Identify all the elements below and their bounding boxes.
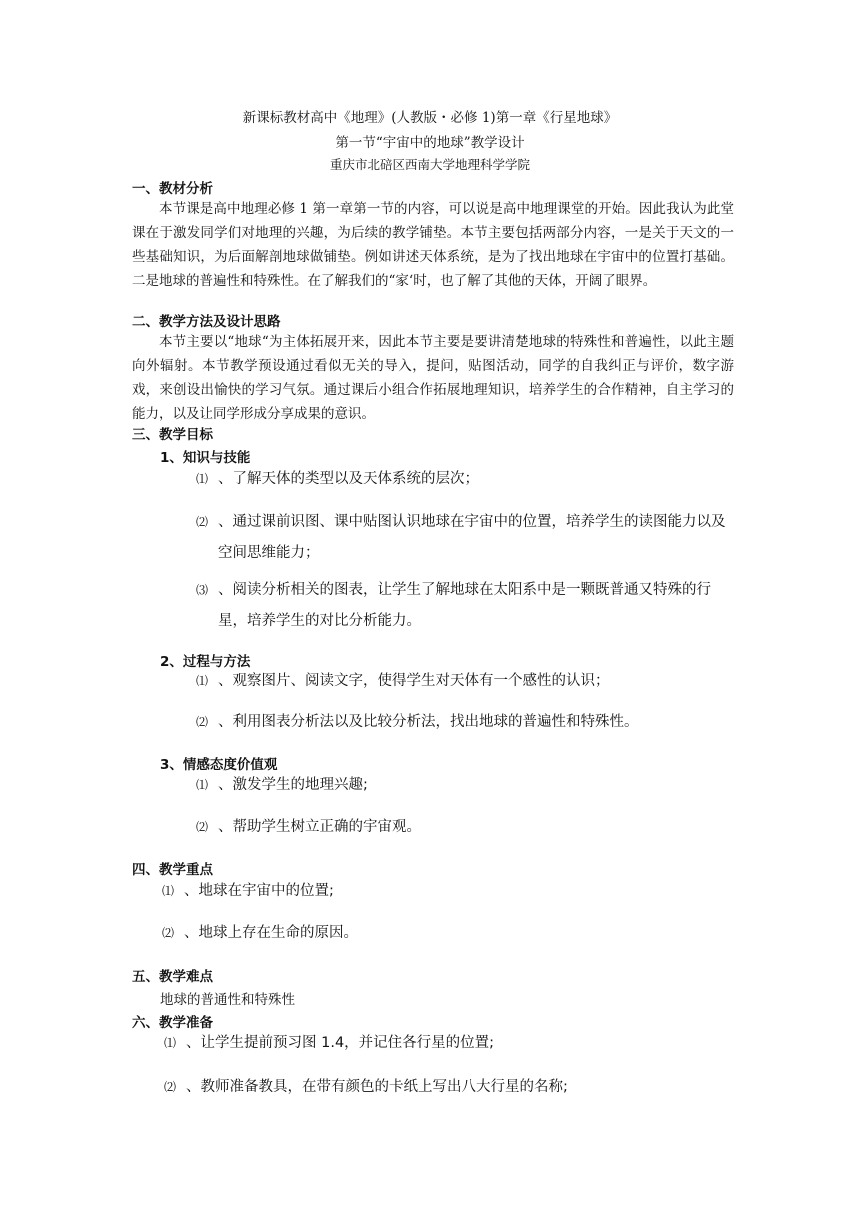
document-subtitle: 第一节“宇宙中的地球”教学设计 [335, 135, 525, 151]
list-item [196, 464, 736, 495]
section-heading-difficulties: 五、教学难点 [132, 969, 213, 985]
list-item [196, 812, 736, 843]
paragraph-text: 本节主要以“地球“为主体拓展开来，因此本节主要是要讲清楚地球的特殊性和普遍性，以此主题向外辐射。本节教学预设通过看似无关的导入，提问，贴图活动，同学的自我纠正与评价，数字游戏，来创设出愉快的学习气氛。通过课后小组合作拓展地理知识，培养学生的合作精神，自主学习的能力，以及让同学形成分享成果的意识。 [132, 334, 734, 422]
list-item [196, 707, 736, 738]
section-paragraph-materials [132, 197, 734, 293]
section-heading-key-points: 四、教学重点 [132, 862, 213, 878]
item-text: 、让学生提前预习图 1.4，并记住各行星的位置; [186, 1035, 495, 1051]
list-item [164, 1072, 724, 1103]
item-number: ⑴ [196, 778, 209, 792]
item-text: 、地球在宇宙中的位置; [184, 883, 334, 899]
item-text: 、观察图片、阅读文字，使得学生对天体有一个感性的认识； [218, 673, 610, 689]
item-text: 、利用图表分析法以及比较分析法，找出地球的普遍性和特殊性。 [218, 714, 639, 730]
section-heading-preparation: 六、教学准备 [132, 1015, 213, 1031]
item-number: ⑴ [164, 1036, 177, 1050]
item-text: 、通过课前识图、课中贴图认识地球在宇宙中的位置，培养学生的读图能力以及空间思维能力； [218, 514, 726, 561]
list-item [162, 876, 722, 907]
item-number: ⑴ [196, 674, 209, 688]
item-number: ⑵ [196, 820, 209, 834]
list-item [196, 770, 736, 801]
subheading-knowledge-skills: 1、知识与技能 [160, 450, 251, 466]
list-item [162, 918, 722, 949]
section-heading-methods: 二、教学方法及设计思路 [132, 314, 281, 330]
item-text: 、激发学生的地理兴趣; [218, 777, 368, 793]
item-number: ⑵ [196, 515, 209, 529]
subheading-attitudes-values: 3、情感态度价值观 [160, 757, 278, 773]
item-number: ⑴ [196, 472, 209, 486]
item-text: 、地球上存在生命的原因。 [184, 925, 358, 941]
difficulty-text: 地球的普通性和特殊性 [160, 992, 295, 1008]
item-number: ⑶ [196, 583, 209, 597]
section-heading-objectives: 三、教学目标 [132, 427, 213, 443]
item-number: ⑵ [196, 715, 209, 729]
list-item [164, 1028, 724, 1059]
list-item [196, 666, 736, 697]
item-text: 、教师准备教具，在带有颜色的卡纸上写出八大行星的名称; [186, 1079, 568, 1095]
item-text: 、了解天体的类型以及天体系统的层次； [218, 471, 479, 487]
list-item [196, 575, 736, 637]
item-number: ⑴ [162, 884, 175, 898]
author-affiliation: 重庆市北碚区西南大学地理科学学院 [329, 157, 530, 172]
section-paragraph-methods [132, 330, 734, 426]
item-text: 、阅读分析相关的图表，让学生了解地球在太阳系中是一颗既普通又特殊的行星，培养学生的对比分析能力。 [218, 582, 711, 629]
item-number: ⑵ [162, 926, 175, 940]
item-number: ⑵ [164, 1080, 177, 1094]
subheading-process-methods: 2、过程与方法 [160, 654, 251, 670]
paragraph-text: 本节课是高中地理必修 1 第一章第一节的内容，可以说是高中地理课堂的开始。因此我认为此堂课在于激发同学们对地理的兴趣，为后续的教学铺垫。本节主要包括两部分内容，一是关于天文的一些基础知识，为后面解剖地球做铺垫。例如讲述天体系统，是为了找出地球在宇宙中的位置打基础。二是地球的普遍性和特殊性。在了解我们的“家‘时，也了解了其他的天体，开阔了眼界。 [132, 201, 734, 289]
section-heading-materials: 一、教材分析 [132, 181, 213, 197]
document-title: 新课标教材高中《地理》(人教版・必修 1)第一章《行星地球》 [242, 110, 618, 126]
item-text: 、帮助学生树立正确的宇宙观。 [218, 819, 421, 835]
list-item [196, 507, 736, 569]
